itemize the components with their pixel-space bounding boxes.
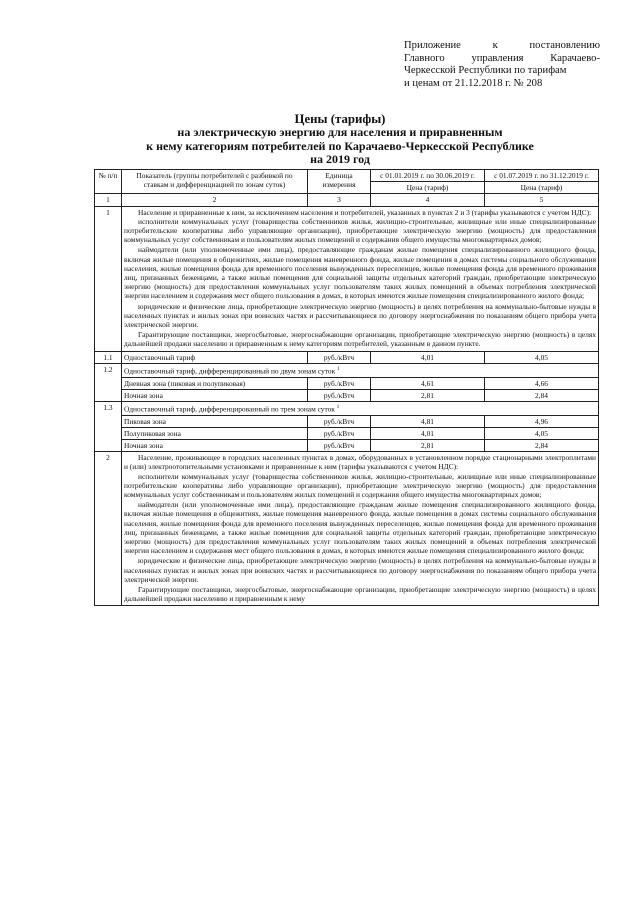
row-num: 1 bbox=[95, 206, 122, 351]
annex-reference bbox=[404, 40, 600, 90]
header-price-1: Цена (тариф) bbox=[371, 182, 485, 194]
row-value-2: 2,84 bbox=[485, 440, 599, 452]
row-value-1: 4,01 bbox=[371, 427, 485, 439]
table-row bbox=[95, 401, 599, 415]
section-paragraph: юридические и физические лица, приобретающие электрическую энергию (мощность) в целях потребления на коммунально-бытовые нужды в населенных пунктах и жилых зонах при воинских частях и рассчитывающиеся по договору энергоснабжения по показаниям общего прибора учета электрической энергии. bbox=[124, 301, 596, 330]
column-number: 3 bbox=[308, 194, 371, 206]
row-label: Одноставочный тариф, дифференцированный по двум зонам суток bbox=[124, 366, 336, 376]
footnote-mark: 1 bbox=[337, 366, 340, 372]
table-row bbox=[95, 427, 599, 439]
row-value-2: 4,05 bbox=[485, 351, 599, 363]
row-value-1: 2,81 bbox=[371, 389, 485, 401]
annex-line: Черкесской Республики по тарифам bbox=[404, 65, 567, 77]
row-label: Ночная зона bbox=[122, 440, 308, 452]
section-paragraph: исполнители коммунальных услуг (товарищества собственников жилья, жилищно-строительные, жилищные или иные специализированные потребительские кооперативы либо управляющие организации), приобретающие электрическую энергию (мощность) для предоставления коммунальных услуг собственникам и пользователям жилых помещений и содержания общего имущества многоквартирных домов; bbox=[124, 471, 596, 500]
row-group-label bbox=[122, 401, 599, 415]
document-title bbox=[60, 113, 620, 167]
title-line: к нему категориям потребителей по Карачаево-Черкесской Республике bbox=[146, 138, 534, 153]
section-paragraph: Население, проживающее в городских населенных пунктах в домах, оборудованных в установленном порядке стационарными электроплитами и (или) электроотопительными установками и приравненные к ним (тарифы указываются с учетом НДС): bbox=[124, 453, 596, 472]
section-paragraph: юридические и физические лица, приобретающие электрическую энергию (мощность) в целях потребления на коммунально-бытовые нужды в населенных пунктах и жилых зонах при воинских частях и рассчитывающиеся по договору энергоснабжения по показаниям общего прибора учета электрической энергии. bbox=[124, 556, 596, 584]
annex-word: Приложение bbox=[404, 40, 461, 51]
row-label: Полупиковая зона bbox=[122, 427, 308, 439]
column-number: 5 bbox=[485, 194, 599, 206]
header-period-2: с 01.07.2019 г. по 31.12.2019 г. bbox=[485, 170, 599, 182]
section-paragraph: Гарантирующие поставщики, энергосбытовые, энергоснабжающие организации, приобретающие электрическую энергию (мощность) в целях дальнейшей продажи населению и приравненным к нему категориям потребителей, указанным в данном пункте. bbox=[124, 330, 596, 349]
section-2-text bbox=[122, 452, 599, 606]
footnote-mark: 1 bbox=[336, 404, 340, 410]
table-row bbox=[95, 389, 599, 401]
title-line: на 2019 год bbox=[310, 152, 370, 167]
section-paragraph: исполнители коммунальных услуг (товарищества собственников жилья, жилищно-строительные, жилищные или иные специализированные потребительские кооперативы либо управляющие организации), приобретающие электрическую энергию (мощность) для предоставления коммунальных услуг собственникам и пользователям жилых помещений и содержания общего имущества многоквартирных домов; bbox=[124, 216, 596, 245]
row-group-label bbox=[122, 363, 599, 377]
section-paragraph: Население и приравненные к ним, за исключением населения и потребителей, указанных в пунктах 2 и 3 (тарифы указываются с учетом НДС): bbox=[138, 207, 592, 217]
row-unit: руб./кВтч bbox=[308, 351, 371, 363]
section-paragraph: наймодатели (или уполномоченные ими лица), предоставляющие гражданам жилые помещения специализированного жилищного фонда, включая жилые помещения в общежитиях, жилые помещения маневренного фонда, жилые помещения в домах системы социального обслуживания населения, жилые помещения фонда для временного поселения вынужденных переселенцев, жилые помещения фонда для временного проживания лиц, признанных беженцами, а также жилые помещения для социальной защиты отдельных категорий граждан, приобретающие электрическую энергию (мощность) для предоставления коммунальных услуг пользователям таких жилых помещений в объемах потребления электрической энергии населением и содержания мест общего пользования в домах, в которых имеются жилые помещения специализированного жилого фонда; bbox=[124, 245, 596, 301]
table-header-row bbox=[95, 170, 599, 182]
row-value-1: 2,81 bbox=[371, 440, 485, 452]
section-1-row bbox=[95, 206, 599, 351]
row-num: 1.2 bbox=[95, 363, 122, 401]
header-indicator: Показатель (группы потребителей с разбивкой по ставкам и дифференциацией по зонам суток) bbox=[122, 170, 308, 194]
annex-word: постановлению bbox=[529, 40, 600, 51]
annex-word: управления bbox=[471, 52, 524, 64]
table-row bbox=[95, 377, 599, 389]
tariff-table bbox=[94, 169, 599, 606]
row-value-1: 4,01 bbox=[371, 351, 485, 363]
table-row bbox=[95, 440, 599, 452]
row-unit: руб./кВтч bbox=[308, 415, 371, 427]
row-num: 2 bbox=[95, 452, 122, 606]
row-value-2: 4,66 bbox=[485, 377, 599, 389]
title-line: на электрическую энергию для населения и приравненным bbox=[177, 125, 503, 140]
section-2-row bbox=[95, 452, 599, 606]
section-paragraph: Гарантирующие поставщики, энергосбытовые, энергоснабжающие организации, приобретающие электрическую энергию (мощность) в целях дальнейшей продажи населению и приравненным к нему bbox=[124, 585, 596, 604]
row-label: Ночная зона bbox=[122, 389, 308, 401]
row-value-2: 4,05 bbox=[485, 427, 599, 439]
row-value-2: 4,96 bbox=[485, 415, 599, 427]
row-unit: руб./кВтч bbox=[308, 389, 371, 401]
row-label: Пиковая зона bbox=[122, 415, 308, 427]
table-row bbox=[95, 351, 599, 363]
column-number: 2 bbox=[122, 194, 308, 206]
row-unit: руб./кВтч bbox=[308, 440, 371, 452]
row-label: Дневная зона (пиковая и полупиковая) bbox=[122, 377, 308, 389]
row-value-2: 2,84 bbox=[485, 389, 599, 401]
row-unit: руб./кВтч bbox=[308, 427, 371, 439]
header-price-2: Цена (тариф) bbox=[485, 182, 599, 194]
header-period-1: с 01.01.2019 г. по 30.06.2019 г. bbox=[371, 170, 485, 182]
column-number-row bbox=[95, 194, 599, 206]
row-num: 1.1 bbox=[95, 351, 122, 363]
annex-word: Карачаево- bbox=[550, 52, 600, 64]
section-paragraph: наймодатели (или уполномоченные ими лица), предоставляющие гражданам жилые помещения специализированного жилищного фонда, включая жилые помещения в общежитиях, жилые помещения маневренного фонда, жилые помещения в домах системы социального обслуживания населения, жилые помещения фонда для временного поселения вынужденных переселенцев, жилые помещения фонда для временного проживания лиц, признанных беженцами, а также жилые помещения для социальной защиты отдельных категорий граждан, приобретающие электрическую энергию (мощность) для предоставления коммунальных услуг пользователям таких жилых помещений в объемах потребления электрической энергии населением и содержания мест общего пользования в домах, в которых имеются жилые помещения специализированного жилого фонда; bbox=[124, 500, 596, 556]
column-number: 4 bbox=[371, 194, 485, 206]
annex-line: и ценам от 21.12.2018 г. № 208 bbox=[404, 77, 543, 89]
row-label: Одноставочный тариф, дифференцированный по трем зонам суток bbox=[124, 404, 335, 414]
row-label: Одноставочный тариф bbox=[122, 351, 308, 363]
table-row bbox=[95, 415, 599, 427]
row-unit: руб./кВтч bbox=[308, 377, 371, 389]
header-num: № п/п bbox=[95, 170, 122, 194]
table-row bbox=[95, 363, 599, 377]
annex-word: к bbox=[492, 40, 498, 51]
title-main: Цены (тарифы) bbox=[294, 112, 386, 126]
row-value-1: 4,61 bbox=[371, 377, 485, 389]
header-unit: Единица измерения bbox=[308, 170, 371, 194]
annex-word: Главного bbox=[404, 52, 445, 64]
row-value-1: 4,81 bbox=[371, 415, 485, 427]
row-num: 1.3 bbox=[95, 401, 122, 451]
section-1-text bbox=[122, 206, 599, 351]
column-number: 1 bbox=[95, 194, 122, 206]
